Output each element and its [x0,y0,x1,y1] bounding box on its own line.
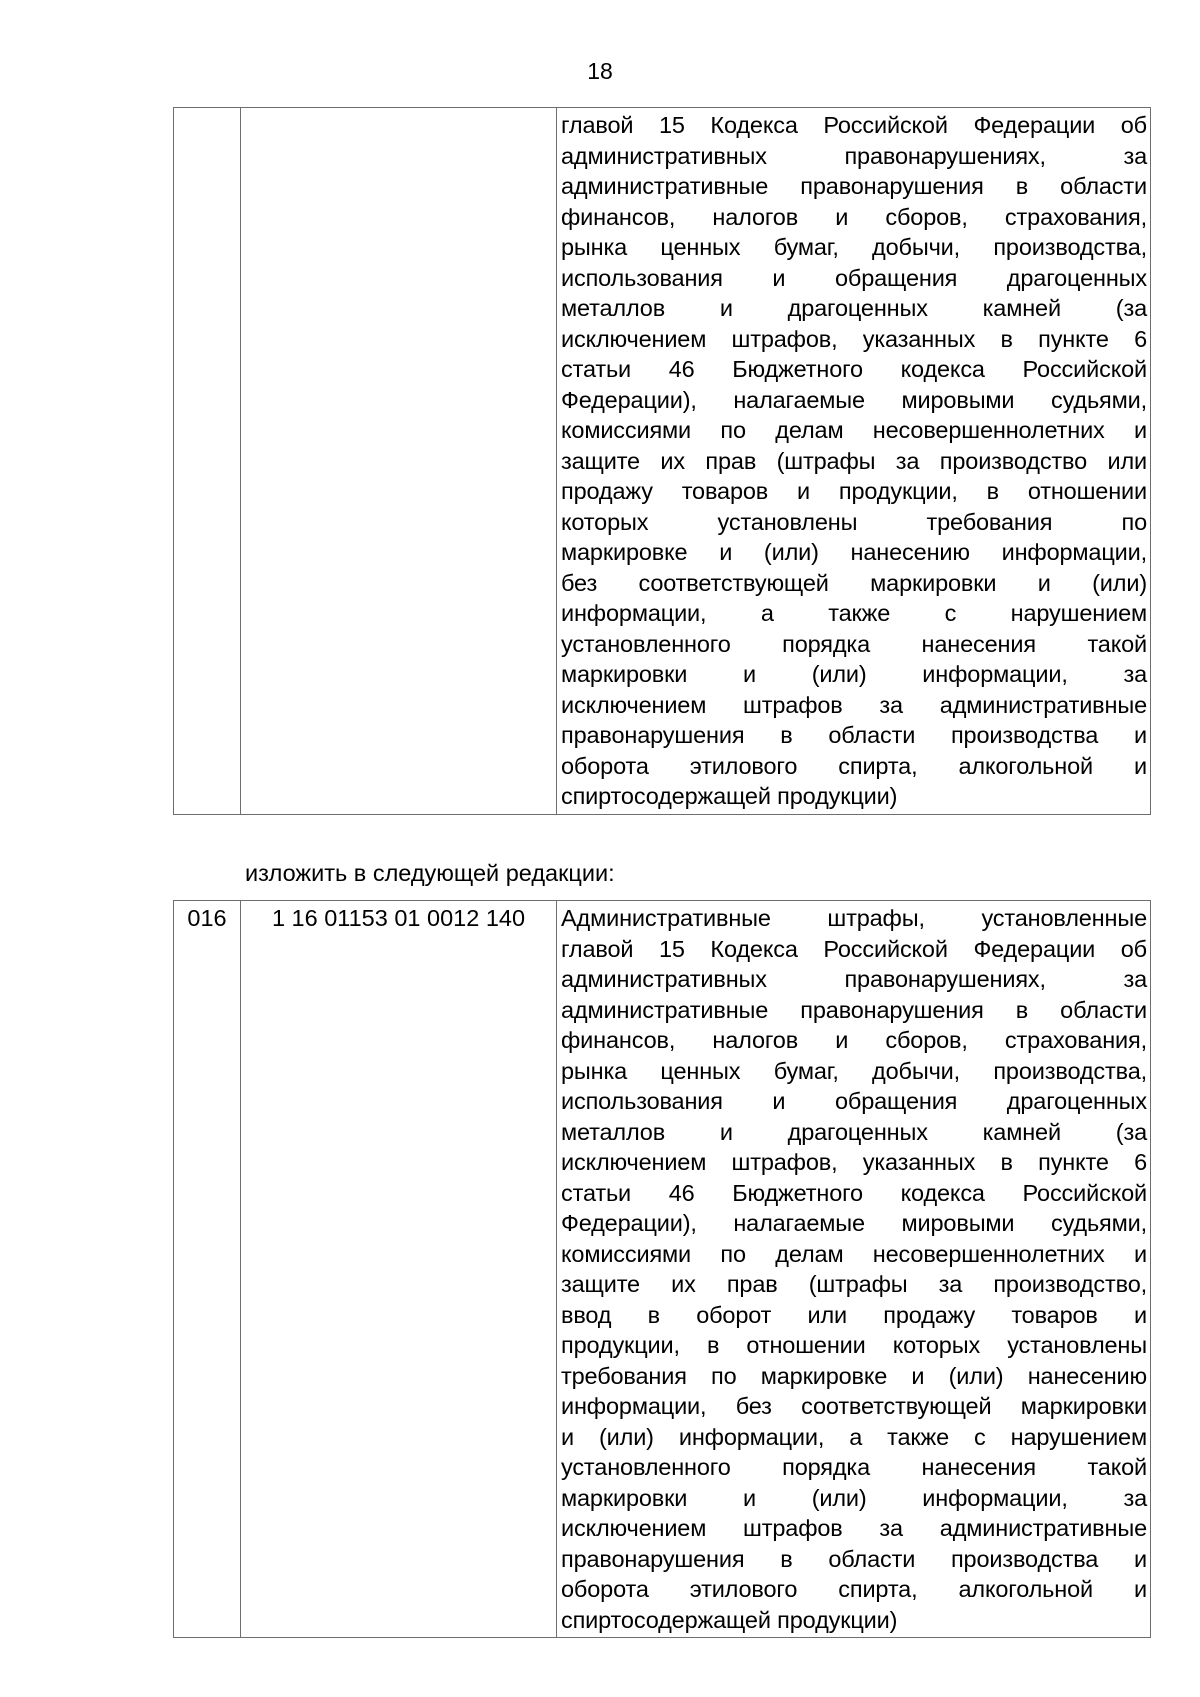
description-line: комиссиями по делам несовершеннолетних и [561,1240,1147,1267]
description-line: Федерации), налагаемые мировыми судьями, [561,1210,1147,1236]
description-line: спиртосодержащей продукции) [561,1606,898,1633]
page-number: 18 [587,58,613,84]
admin-code: 016 [187,905,227,931]
description-line: требования по маркировке и (или) нанесению [561,1362,1147,1389]
description-line: Административные штрафы, установленные [561,905,1147,931]
description-line: металлов и драгоценных камней (за [561,295,1147,321]
description-line: без соответствующей маркировки и (или) [561,569,1147,596]
description-line: и (или) информации, а также с нарушением [561,1423,1147,1450]
description-line: ввод в оборот или продажу товаров и [561,1301,1147,1328]
description-line: статьи 46 Бюджетного кодекса Российской [561,356,1147,382]
description-line: правонарушения в области производства и [561,722,1147,748]
description-line: исключением штрафов за административные [561,1515,1147,1541]
description-line: рынка ценных бумаг, добычи, производства, [561,234,1147,260]
admin-code [174,108,240,110]
description-line: административных правонарушениях, за [561,142,1147,169]
description-line: финансов, налогов и сборов, страхования, [561,203,1147,230]
description-line: финансов, налогов и сборов, страхования, [561,1027,1147,1053]
description-line: маркировке и (или) нанесению информации, [561,539,1147,565]
description-line: использования и обращения драгоценных [561,1088,1147,1114]
description-cell [557,108,1151,815]
description-text [557,108,1150,814]
code-cell [174,901,241,1638]
description-line: информации, без соответствующей маркировки [561,1393,1147,1419]
description-cell [557,901,1151,1638]
kbk-cell [241,901,557,1638]
description-line: исключением штрафов за административные [561,691,1147,718]
description-line: исключением штрафов, указанных в пункте 6 [561,325,1147,352]
table-row [174,901,1151,1638]
budget-classification-code [241,108,556,110]
budget-classification-code: 1 16 01153 01 0012 140 [271,905,526,931]
description-line: главой 15 Кодекса Российской Федерации об [561,935,1147,962]
description-line: Федерации), налагаемые мировыми судьями, [561,386,1147,413]
description-line: административные правонарушения в области [561,173,1147,199]
description-line: маркировки и (или) информации, за [561,1484,1147,1511]
description-line: установленного порядка нанесения такой [561,630,1147,657]
description-line: административные правонарушения в области [561,996,1147,1023]
description-line: правонарушения в области производства и [561,1545,1147,1572]
code-cell [174,108,241,815]
description-line: продукции, в отношении которых установлены [561,1332,1147,1358]
description-line: комиссиями по делам несовершеннолетних и [561,417,1147,443]
description-text [557,901,1150,1637]
description-line: оборота этилового спирта, алкогольной и [561,752,1147,779]
description-line: которых установлены требования по [561,508,1147,535]
description-line: продажу товаров и продукции, в отношении [561,478,1147,504]
description-line: административных правонарушениях, за [561,966,1147,992]
description-line: информации, а также с нарушением [561,600,1147,626]
description-line: статьи 46 Бюджетного кодекса Российской [561,1179,1147,1206]
description-line: рынка ценных бумаг, добычи, производства, [561,1057,1147,1084]
description-line: защите их прав (штрафы за производство, [561,1271,1147,1297]
table-new-revision [173,900,1151,1638]
description-line: защите их прав (штрафы за производство или [561,447,1147,474]
description-line: исключением штрафов, указанных в пункте 6 [561,1149,1147,1175]
description-line: спиртосодержащей продукции) [561,783,898,809]
instruction-text: изложить в следующей редакции: [245,860,615,886]
description-line: использования и обращения драгоценных [561,264,1147,291]
description-line: главой 15 Кодекса Российской Федерации об [561,112,1147,138]
table-row [174,108,1151,815]
table-old-revision [173,107,1151,815]
description-line: установленного порядка нанесения такой [561,1454,1147,1480]
description-line: оборота этилового спирта, алкогольной и [561,1576,1147,1602]
kbk-cell [241,108,557,815]
description-line: маркировки и (или) информации, за [561,661,1147,687]
description-line: металлов и драгоценных камней (за [561,1118,1147,1145]
